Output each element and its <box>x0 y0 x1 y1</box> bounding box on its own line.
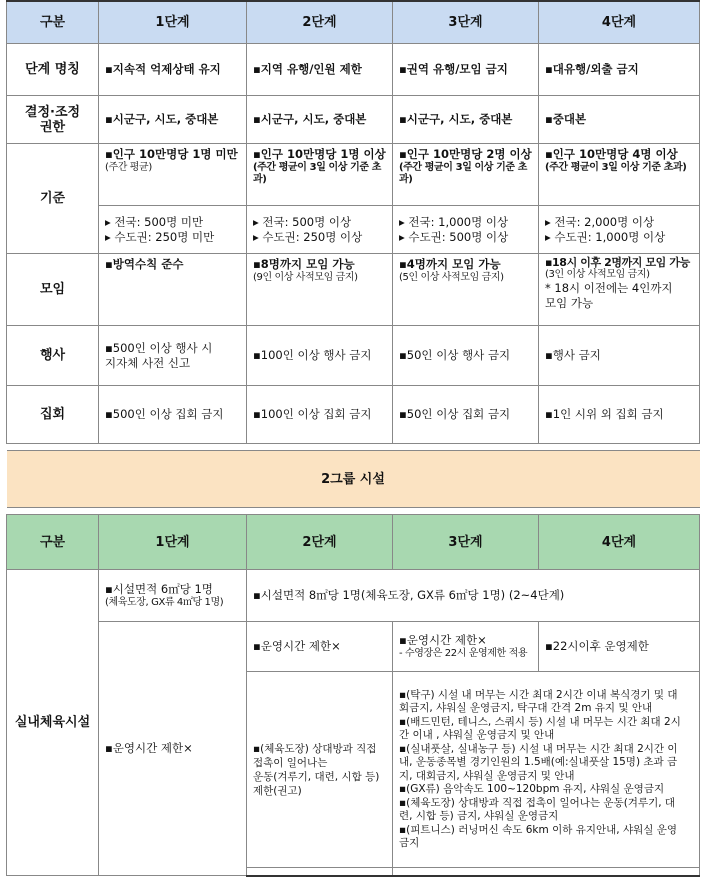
rule-item: ▪(피트니스) 러닝머신 속도 6km 이하 유지안내, 샤워실 운영금지 <box>399 823 678 849</box>
group-title-row <box>7 451 700 508</box>
rally-2: ▪100인 이상 집회 금지 <box>247 386 393 444</box>
rule-item: ▪(배드민턴, 테니스, 스쿼시 등) 시설 내 머무는 시간 최대 2시간 이내 , 샤워실 운영금지 및 안내 <box>399 715 681 741</box>
criteria-counts-2 <box>247 206 393 254</box>
facility-hours-row <box>7 622 700 672</box>
row-criteria-counts <box>7 206 700 254</box>
criteria-metro: ▸ 수도권: 250명 이상 <box>253 229 363 244</box>
row-label-gathering: 모임 <box>7 254 99 326</box>
rule-item: ▪(체육도장) 상대방과 직접 접촉이 일어나는 운동(겨루기, 대련, 시합 등) 금지, 샤워실 운영금지 <box>399 796 676 822</box>
criteria-main-text: ▪인구 10만명당 1명 미만 <box>105 147 238 161</box>
row-stage-name <box>7 44 700 96</box>
rally-1: ▪500인 이상 집회 금지 <box>99 386 247 444</box>
criteria-main-4 <box>539 144 700 206</box>
header-stage-2: 2단계 <box>247 1 393 44</box>
gathering-4 <box>539 254 700 326</box>
gathering-sub-text: (9인 이상 사적모임 금지) <box>253 272 358 283</box>
header-stage-1: 1단계 <box>99 1 247 44</box>
criteria-national: ▸ 전국: 500명 이상 <box>253 214 352 229</box>
criteria-sub-text: (주간 평균이 3일 이상 기준 초과) <box>545 162 687 173</box>
spacer-row <box>7 444 700 451</box>
gathering-sub-text: (3인 이상 사적모임 금지) <box>545 269 650 280</box>
row-label-stage-name: 단계 명칭 <box>7 44 99 96</box>
group-title: 2그룹 시설 <box>7 451 700 508</box>
rally-3: ▪50인 이상 집회 금지 <box>393 386 539 444</box>
event-4: ▪행사 금지 <box>539 326 700 386</box>
table1-header-row <box>7 1 700 44</box>
authority-2: ▪시군구, 시도, 중대본 <box>247 96 393 144</box>
hours-main-text: ▪운영시간 제한× <box>399 633 487 647</box>
header2-stage-4: 4단계 <box>539 515 700 570</box>
hours-sub-text: - 수영장은 22시 운영제한 적용 <box>399 648 528 659</box>
header2-stage-3: 3단계 <box>393 515 539 570</box>
gathering-main-text: ▪8명까지 모임 가능 <box>253 257 355 271</box>
header-stage-4: 4단계 <box>539 1 700 44</box>
area-stage-2-4: ▪시설면적 8㎡당 1명(체육도장, GX류 6㎡당 1명) (2~4단계) <box>247 570 700 622</box>
criteria-metro: ▸ 수도권: 250명 미만 <box>105 229 215 244</box>
criteria-main-2 <box>247 144 393 206</box>
stage-name-2: ▪지역 유행/인원 제한 <box>247 44 393 96</box>
criteria-main-3 <box>393 144 539 206</box>
row-rally <box>7 386 700 444</box>
stage-name-1: ▪지속적 억제상태 유지 <box>99 44 247 96</box>
criteria-national: ▸ 전국: 2,000명 이상 <box>545 214 655 229</box>
event-1: ▪500인 이상 행사 시 지자체 사전 신고 <box>99 326 247 386</box>
stage-name-4: ▪대유행/외출 금지 <box>539 44 700 96</box>
facility-area-row <box>7 570 700 622</box>
authority-4: ▪중대본 <box>539 96 700 144</box>
gathering-note: * 18시 이전에는 4인까지 모임 가능 <box>545 281 673 310</box>
bottom-spacer <box>247 868 393 876</box>
gathering-1 <box>99 254 247 326</box>
criteria-sub-text: (주간 평균이 3일 이상 기준 초과) <box>253 162 381 185</box>
criteria-counts-1 <box>99 206 247 254</box>
criteria-main-1 <box>99 144 247 206</box>
row-event <box>7 326 700 386</box>
row-gathering <box>7 254 700 326</box>
header2-category: 구분 <box>7 515 99 570</box>
criteria-sub-text: (주간 평균) <box>105 162 152 173</box>
gathering-2 <box>247 254 393 326</box>
rally-4: ▪1인 시위 외 집회 금지 <box>539 386 700 444</box>
area-stage-1 <box>99 570 247 622</box>
header2-stage-1: 1단계 <box>99 515 247 570</box>
hours-stage-4: ▪22시이후 운영제한 <box>539 622 700 672</box>
hours-stage-3 <box>393 622 539 672</box>
row-label-authority: 결정·조정 권한 <box>7 96 99 144</box>
criteria-main-text: ▪인구 10만명당 2명 이상 <box>399 147 532 161</box>
area-sub-text: (체육도장, GX류 4㎡당 1명) <box>105 597 224 608</box>
facility-table <box>6 514 700 877</box>
row-label-rally: 집회 <box>7 386 99 444</box>
criteria-metro: ▸ 수도권: 1,000명 이상 <box>545 229 666 244</box>
criteria-main-text: ▪인구 10만명당 4명 이상 <box>545 147 678 161</box>
gathering-main-text: ▪18시 이후 2명까지 모임 가능 <box>545 256 690 269</box>
criteria-national: ▸ 전국: 500명 미만 <box>105 214 204 229</box>
row-label-event: 행사 <box>7 326 99 386</box>
criteria-main-text: ▪인구 10만명당 1명 이상 <box>253 147 386 161</box>
row-criteria-main <box>7 144 700 206</box>
event-3: ▪50인 이상 행사 금지 <box>393 326 539 386</box>
header-category: 구분 <box>7 1 99 44</box>
row-authority <box>7 96 700 144</box>
table2-header-row <box>7 515 700 570</box>
criteria-counts-3 <box>393 206 539 254</box>
authority-3: ▪시군구, 시도, 중대본 <box>393 96 539 144</box>
header2-stage-2: 2단계 <box>247 515 393 570</box>
event-2: ▪100인 이상 행사 금지 <box>247 326 393 386</box>
criteria-sub-text: (주간 평균이 3일 이상 기준 초과) <box>399 162 527 185</box>
gathering-3 <box>393 254 539 326</box>
row-label-indoor-sports: 실내체육시설 <box>7 570 99 876</box>
criteria-metro: ▸ 수도권: 500명 이상 <box>399 229 509 244</box>
gathering-main-text: ▪4명까지 모임 가능 <box>399 257 501 271</box>
area-main-text: ▪시설면적 6㎡당 1명 <box>105 582 213 596</box>
rule-item: ▪(GX류) 음악속도 100~120bpm 유지, 샤워실 운영금지 <box>399 783 665 795</box>
distancing-stage-table <box>6 0 700 515</box>
hours-stage-1: ▪운영시간 제한× <box>99 622 247 876</box>
row-label-criteria: 기준 <box>7 144 99 254</box>
gathering-main-text: ▪방역수칙 준수 <box>105 257 184 271</box>
gathering-sub-text: (5인 이상 사적모임 금지) <box>399 272 504 283</box>
stage-name-3: ▪권역 유행/모임 금지 <box>393 44 539 96</box>
rule-item: ▪(실내풋살, 실내농구 등) 시설 내 머무는 시간 최대 2시간 이내, 운동종목별 경기인원의 1.5배(예:실내풋살 15명) 초과 금지, 대회금지, 샤워실 운영금지 및 안내 <box>399 742 678 782</box>
rules-stage-3-4 <box>393 672 700 868</box>
contact-stage-2: ▪(체육도장) 상대방과 직접 접촉이 일어나는 운동(겨루기, 대련, 시합 등) 제한(권고) <box>247 672 393 868</box>
hours-stage-2: ▪운영시간 제한× <box>247 622 393 672</box>
header-stage-3: 3단계 <box>393 1 539 44</box>
authority-1: ▪시군구, 시도, 중대본 <box>99 96 247 144</box>
rule-item: ▪(탁구) 시설 내 머무는 시간 최대 2시간 이내 복식경기 및 대회금지, 샤워실 운영금지, 탁구대 간격 2m 유지 및 안내 <box>399 688 678 714</box>
criteria-national: ▸ 전국: 1,000명 이상 <box>399 214 509 229</box>
bottom-spacer <box>393 868 700 876</box>
spacer <box>7 444 700 451</box>
criteria-counts-4 <box>539 206 700 254</box>
